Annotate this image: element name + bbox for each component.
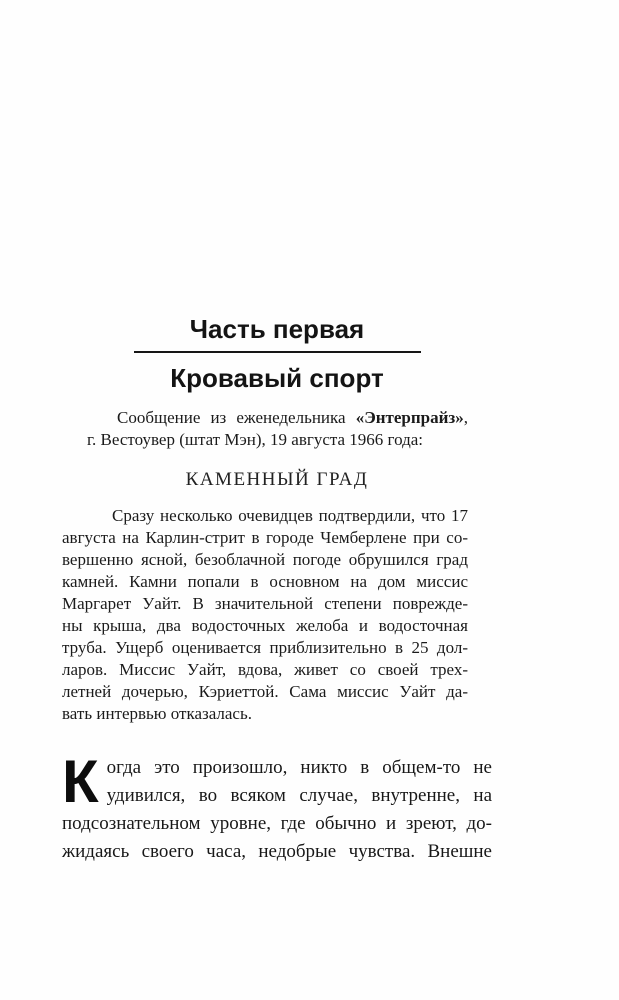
article-line: труба. Ущерб оценивается приблизительно в 25 дол-: [62, 638, 468, 657]
newspaper-name: «Энтерпрайз»: [355, 408, 464, 427]
quote-source-line: [87, 407, 468, 429]
body-line: подсознательном уровне, где обычно и зреют, до-: [62, 813, 492, 834]
article-line: вать интервью отказалась.: [62, 704, 252, 723]
article-line: вершенно ясной, безоблачной погоде обрушился град: [62, 550, 468, 569]
article-line: Сразу несколько очевидцев подтвердили, что 17: [112, 506, 468, 525]
body-line: жидаясь своего часа, недобрые чувства. Внешне: [62, 841, 492, 862]
title-divider: [134, 351, 421, 353]
article-line: Маргарет Уайт. В значительной степени поврежде-: [62, 594, 468, 613]
quote-source-suffix: ,: [463, 408, 468, 427]
chapter-title: Кровавый спорт: [170, 363, 384, 393]
body-paragraph: [62, 748, 492, 866]
text-column: [62, 0, 492, 866]
article-line: ны крыша, два водосточных желоба и водосточная: [62, 616, 468, 635]
body-line: удивился, во всяком случае, внутренне, на: [106, 785, 492, 806]
quote-source-line: г. Вестоувер (штат Мэн), 19 августа 1966 года:: [87, 430, 424, 449]
quote-source-prefix: Сообщение из еженедельника: [117, 408, 356, 427]
quote-source: [87, 407, 468, 451]
article-line: ларов. Миссис Уайт, вдова, живет со своей трех-: [62, 660, 468, 679]
article-line: летней дочерью, Кэриеттой. Сама миссис Уайт да-: [62, 682, 468, 701]
part-title: Часть первая: [189, 314, 365, 344]
article-headline: КАМЕННЫЙ ГРАД: [185, 469, 369, 490]
body-line-text: огда это произошло, никто в общем-то не: [106, 757, 492, 778]
drop-cap: К: [62, 748, 99, 815]
article-line: августа на Карлин-стрит в городе Чемберлене при со-: [62, 528, 468, 547]
article-line: камней. Камни попали в основном на дом миссис: [62, 572, 468, 591]
article-body: [62, 505, 468, 725]
